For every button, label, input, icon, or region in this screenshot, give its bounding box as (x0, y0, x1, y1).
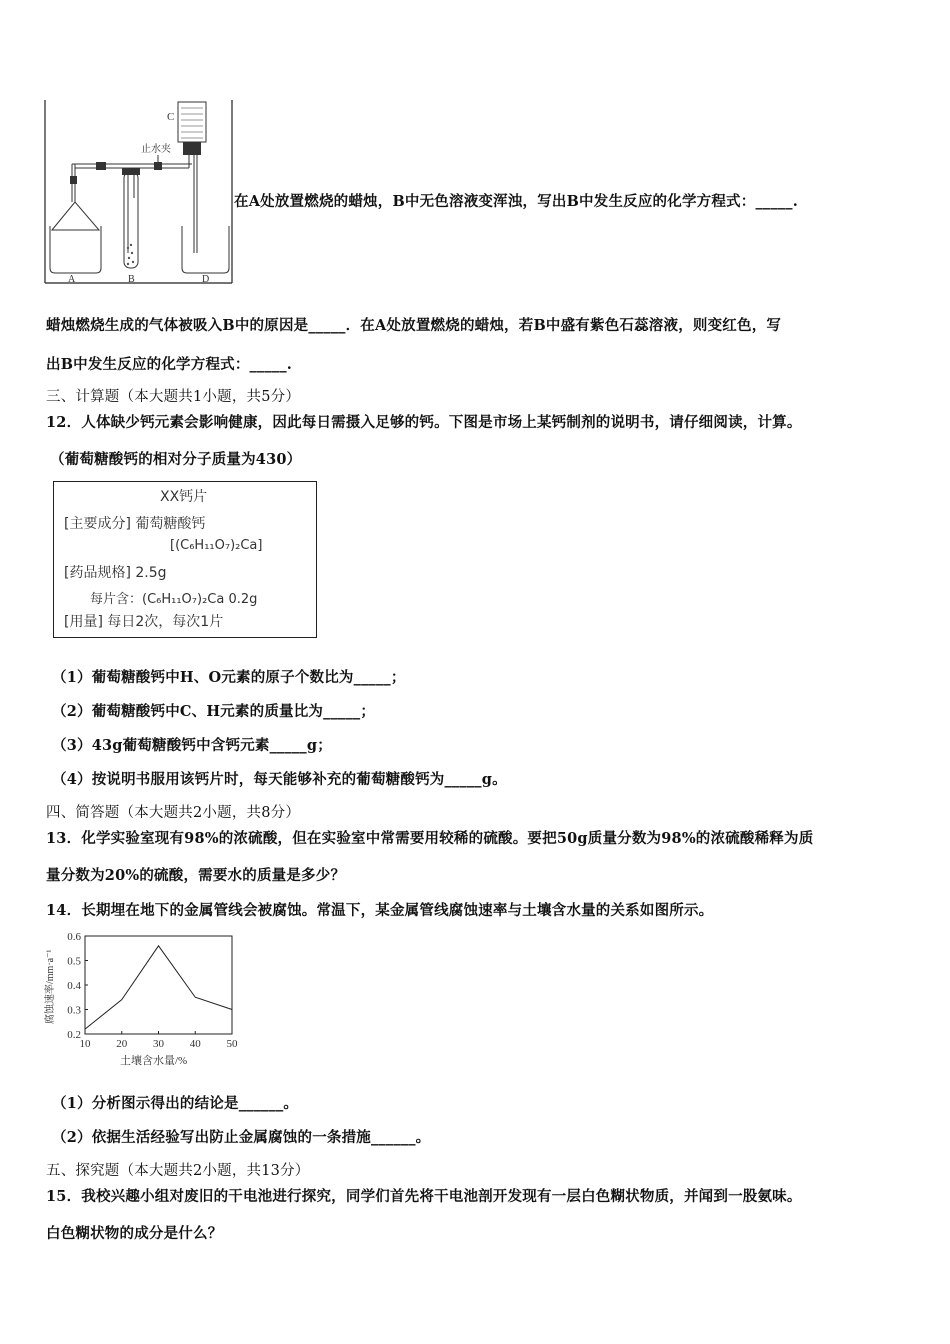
y-tick-label: 0.4 (67, 980, 81, 992)
label-b: B (128, 274, 135, 284)
section-4-heading: 四、简答题（本大题共2小题，共8分） (46, 805, 301, 821)
q15-line-1: 15．我校兴趣小组对废旧的干电池进行探究，同学们首先将干电池剖开发现有一层白色糊状物质，并闻到一股氨味。 (46, 1188, 802, 1205)
q11-line-2: 蜡烛燃烧生成的气体被吸入B中的原因是_____．在A处放置燃烧的蜡烛，若B中盛有紫色石蕊溶液，则变红色，写 (46, 317, 782, 334)
label-d: D (202, 274, 210, 284)
q12-stem: 12．人体缺少钙元素会影响健康，因此每日需摄入足够的钙。下图是市场上某钙制剂的说明书，请仔细阅读，计算。 (46, 414, 802, 431)
y-tick-label: 0.6 (67, 931, 81, 943)
label-ingredient: [主要成分] 葡萄糖酸钙 (64, 516, 206, 532)
corrosion-rate-line (85, 946, 232, 1029)
x-tick-label: 10 (79, 1038, 91, 1050)
label-per-tablet: 每片含：(C₆H₁₁O₇)₂Ca 0.2g (90, 592, 258, 607)
section-3-heading: 三、计算题（本大题共1小题，共5分） (46, 389, 301, 405)
chart-y-label: 腐蚀速率/mm·a⁻¹ (45, 949, 56, 1024)
corrosion-rate-chart (40, 924, 255, 1069)
apparatus-diagram (44, 98, 234, 284)
calcium-label-box (53, 481, 317, 638)
q12-part-3: （3）43g葡萄糖酸钙中含钙元素_____g； (52, 737, 332, 754)
section-5-heading: 五、探究题（本大题共2小题，共13分） (46, 1163, 310, 1179)
label-c: C (167, 111, 175, 123)
y-tick-label: 0.2 (67, 1029, 81, 1041)
q12-note: （葡萄糖酸钙的相对分子质量为430） (50, 451, 302, 468)
q12-part-4: （4）按说明书服用该钙片时，每天能够补充的葡萄糖酸钙为_____g。 (52, 771, 507, 788)
q12-part-1: （1）葡萄糖酸钙中H、O元素的原子个数比为_____； (52, 669, 406, 686)
label-spec: [药品规格] 2.5g (64, 565, 167, 581)
x-tick-label: 50 (226, 1038, 238, 1050)
chart-plot-frame (85, 936, 232, 1034)
label-formula: [(C₆H₁₁O₇)₂Ca] (170, 538, 263, 553)
q14-part-2: （2）依据生活经验写出防止金属腐蚀的一条措施______。 (52, 1129, 431, 1146)
label-title: XX钙片 (160, 489, 208, 505)
q14-stem: 14．长期埋在地下的金属管线会被腐蚀。常温下，某金属管线腐蚀速率与土壤含水量的关系如图所示。 (46, 902, 714, 919)
q11-inline-text: 在A处放置燃烧的蜡烛，B中无色溶液变浑浊，写出B中发生反应的化学方程式：_____. (234, 193, 798, 210)
label-a: A (68, 274, 76, 284)
clamp-label: 止水夹 (141, 144, 171, 155)
chart-x-label: 土壤含水量/% (120, 1055, 188, 1067)
x-tick-label: 30 (153, 1038, 164, 1050)
label-dosage: [用量] 每日2次，每次1片 (64, 614, 224, 630)
q15-line-2: 白色糊状物的成分是什么？ (46, 1225, 223, 1242)
q14-part-1: （1）分析图示得出的结论是______。 (52, 1095, 299, 1112)
y-tick-label: 0.3 (67, 1004, 81, 1017)
x-tick-label: 20 (116, 1038, 128, 1050)
q13-line-1: 13．化学实验室现有98%的浓硫酸，但在实验室中常需要用较稀的硫酸。要把50g质量分数为98%的浓硫酸稀释为质 (46, 830, 814, 847)
x-tick-label: 40 (189, 1038, 201, 1050)
q13-line-2: 量分数为20%的硫酸，需要水的质量是多少？ (46, 867, 346, 884)
y-tick-label: 0.5 (67, 955, 81, 968)
q12-part-2: （2）葡萄糖酸钙中C、H元素的质量比为_____； (52, 703, 376, 720)
q11-line-3: 出B中发生反应的化学方程式：_____. (46, 356, 293, 373)
